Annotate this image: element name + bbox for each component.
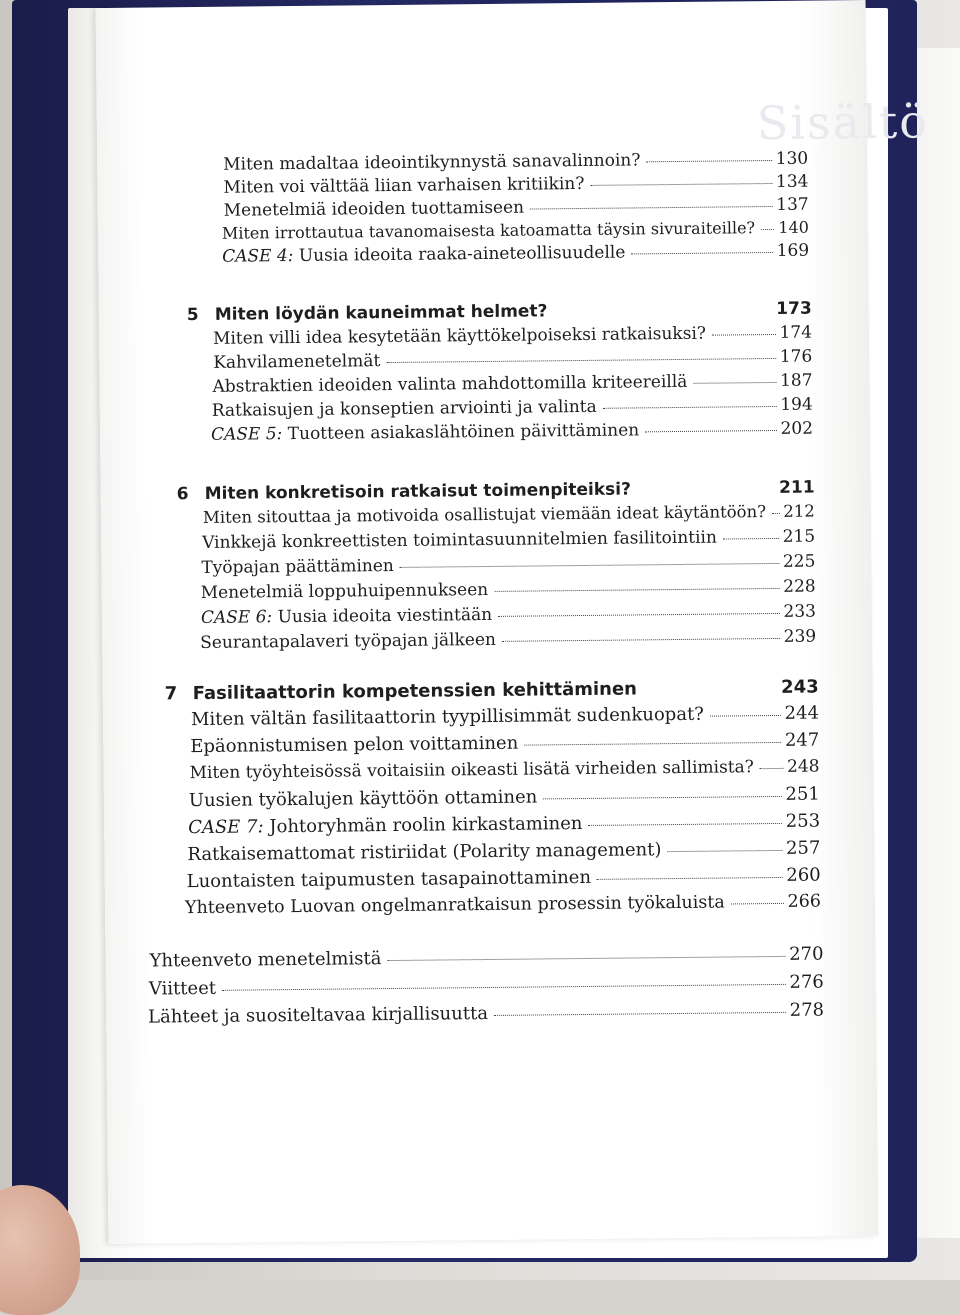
dot-leader: [710, 715, 781, 717]
toc-entry-page: 169: [776, 240, 810, 261]
toc-entry-title: Miten madaltaa ideointikynnystä sanavalinnoin?: [223, 150, 641, 175]
toc-entry-title: Yhteenveto Luovan ongelmanratkaisun prosessin työkaluista: [184, 892, 725, 919]
dot-leader: [693, 382, 776, 384]
toc-entry-title: Miten vältän fasilitaattorin tyypillisimmät sudenkuopat?: [190, 703, 705, 731]
toc-entry: [222, 241, 809, 267]
dot-leader: [631, 252, 772, 254]
chapter-heading: [187, 299, 812, 326]
case-label: CASE 7:: [188, 816, 264, 839]
toc-entry-page: 239: [783, 626, 817, 647]
toc-entry-page: 134: [775, 171, 809, 192]
toc-entry: [201, 552, 815, 578]
toc-entry-title: Miten työyhteisössä voitaisiin oikeasti lisätä virheiden sallimista?: [189, 757, 754, 784]
toc-entry: [223, 149, 808, 175]
chapter-title: Miten löydän kauneimmat helmet?: [214, 301, 548, 325]
toc-entry-page: 260: [786, 864, 821, 886]
toc-entry: [188, 811, 820, 839]
dot-leader: [723, 538, 779, 540]
toc-entry-title: Ratkaisujen ja konseptien arviointi ja valinta: [211, 396, 597, 421]
dot-leader: [588, 823, 781, 826]
toc-entry-title: Kahvilamenetelmät: [213, 351, 381, 373]
chapter-heading: [177, 478, 815, 505]
toc-entry: [223, 172, 808, 198]
back-matter-entry: [149, 943, 823, 971]
toc-entry-page: 225: [782, 551, 816, 572]
chapter-title: Miten konkretisoin ratkaisut toimenpiteiksi?: [204, 479, 632, 504]
toc-entry-title: Miten sitouttaa ja motivoida osallistujat viemään ideat käytäntöön?: [202, 502, 767, 527]
dot-leader: [400, 563, 779, 568]
chapter-page: 211: [779, 477, 815, 498]
toc-entry: [201, 602, 816, 628]
toc-entry-title: Yhteenveto menetelmistä: [149, 948, 382, 972]
toc-entry: [185, 892, 821, 919]
dot-leader: [494, 1012, 786, 1016]
toc-entry-title: Viitteet: [148, 977, 217, 1000]
dot-leader: [543, 796, 781, 799]
toc-entry: [189, 757, 819, 784]
case-label: CASE 5:: [210, 424, 283, 445]
toc-entry-page: 266: [787, 891, 822, 912]
toc-entry-title: Miten irrottautua tavanomaisesta katoamatta täysin sivuraiteille?: [221, 218, 756, 243]
toc-entry-page: 253: [785, 810, 821, 832]
toc-entry: [202, 527, 815, 553]
back-matter-entry: [148, 999, 824, 1027]
dot-leader: [386, 358, 776, 363]
toc-entry-page: 137: [776, 194, 809, 215]
chapter-heading: [165, 677, 819, 705]
toc-entry: [213, 347, 812, 373]
toc-entry-title: Luontaisten taipumusten tasapainottaminen: [186, 866, 592, 893]
toc-entry-title: Miten voi välttää liian varhaisen kritiikin?: [223, 173, 585, 198]
toc-entry-page: 257: [785, 837, 821, 859]
toc-entry-title: CASE 5: Tuotteen asiakaslähtöinen päivittäminen: [210, 420, 640, 445]
toc-entry-title: CASE 6: Uusia ideoita viestintään: [200, 604, 493, 628]
toc-entry-page: 248: [786, 756, 820, 777]
toc-entry-page: 194: [780, 394, 813, 415]
toc-entry-page: 251: [785, 783, 820, 805]
table-of-contents: [96, 0, 879, 1244]
toc-entry-title: CASE 4: Uusia ideoita raaka-aineteollisuudelle: [222, 242, 626, 267]
toc-entry-title: Menetelmiä ideoiden tuottamiseen: [223, 197, 525, 221]
toc-entry: [211, 419, 813, 445]
toc-entry-page: 270: [789, 943, 824, 965]
toc-entry: [213, 323, 812, 349]
toc-entry: [187, 838, 820, 866]
case-label: CASE 6:: [200, 607, 273, 628]
toc-entry-page: 176: [779, 346, 813, 367]
chapter-page: 173: [776, 298, 812, 319]
toc-entry-page: 278: [789, 999, 825, 1021]
dot-leader: [387, 956, 785, 961]
toc-entry-page: 247: [784, 729, 820, 751]
toc-entry-title: Abstraktien ideoiden valinta mahdottomilla kriteereillä: [212, 371, 688, 397]
toc-entry-title: Vinkkejä konkreettisten toimintasuunnitelmien fasilitointiin: [202, 527, 717, 553]
toc-entry-title: Uusien työkalujen käyttöön ottaminen: [188, 786, 538, 812]
toc-entry-title: Ratkaisemattomat ristiriidat (Polarity management): [187, 839, 662, 866]
dot-leader: [524, 742, 781, 746]
toc-entry-page: 202: [780, 418, 814, 439]
toc-entry-page: 276: [789, 971, 824, 993]
toc-entry-page: 187: [779, 370, 813, 391]
toc-entry: [212, 371, 812, 397]
chapter-number: 6: [176, 484, 189, 505]
toc-entry-title: CASE 7: Johtoryhmän roolin kirkastaminen: [188, 813, 583, 839]
dot-leader: [731, 903, 784, 905]
dot-leader: [712, 334, 776, 336]
toc-entry: [222, 218, 809, 243]
toc-entry-title: Miten villi idea kesytetään käyttökelpoiseksi ratkaisuksi?: [212, 323, 707, 349]
toc-entry: [203, 502, 815, 527]
toc-entry-page: 140: [778, 217, 809, 237]
dot-leader: [502, 638, 780, 642]
dot-leader: [760, 768, 783, 769]
toc-entry: [190, 730, 819, 758]
dot-leader: [498, 613, 779, 617]
dot-leader: [646, 160, 771, 162]
toc-entry: [224, 195, 809, 221]
case-label: CASE 4:: [222, 246, 294, 267]
dot-leader: [603, 406, 777, 409]
toc-entry: [191, 703, 819, 731]
toc-entry-page: 174: [779, 322, 813, 343]
chapter-title: Fasilitaattorin kompetenssien kehittäminen: [192, 678, 638, 705]
toc-entry-title: Epäonnistumisen pelon voittaminen: [190, 732, 519, 758]
dot-leader: [761, 229, 774, 230]
dot-leader: [590, 183, 772, 186]
toc-entry-title: Työpajan päättäminen: [201, 555, 394, 578]
toc-entry: [189, 784, 820, 812]
dot-leader: [530, 206, 772, 210]
dot-leader: [667, 850, 782, 852]
dot-leader: [597, 877, 782, 880]
toc-entry-page: 228: [783, 576, 816, 597]
chapter-number: 7: [164, 683, 178, 705]
toc-entry: [200, 627, 816, 653]
dot-leader: [645, 430, 776, 432]
toc-entry-page: 130: [775, 148, 809, 169]
toc-entry-page: 244: [784, 702, 820, 724]
toc-entry-page: 212: [783, 501, 815, 521]
toc-entry-title: Lähteet ja suositeltavaa kirjallisuutta: [148, 1003, 489, 1028]
toc-page: [96, 0, 930, 1244]
dot-leader: [494, 588, 779, 592]
chapter-page: 243: [781, 676, 819, 698]
toc-entry-title: Seurantapalaveri työpajan jälkeen: [200, 629, 497, 654]
toc-entry-title: Menetelmiä loppuhuipennukseen: [200, 579, 489, 603]
toc-entry: [212, 395, 813, 421]
back-matter-entry: [149, 971, 824, 999]
toc-entry-page: 233: [783, 601, 817, 622]
toc-entry-page: 215: [782, 526, 816, 547]
toc-entry: [187, 865, 821, 893]
toc-entry: [201, 577, 816, 603]
dot-leader: [222, 984, 785, 991]
chapter-number: 5: [186, 305, 199, 326]
dot-leader: [772, 513, 779, 514]
show-through-heading: Sisältö: [756, 94, 930, 151]
